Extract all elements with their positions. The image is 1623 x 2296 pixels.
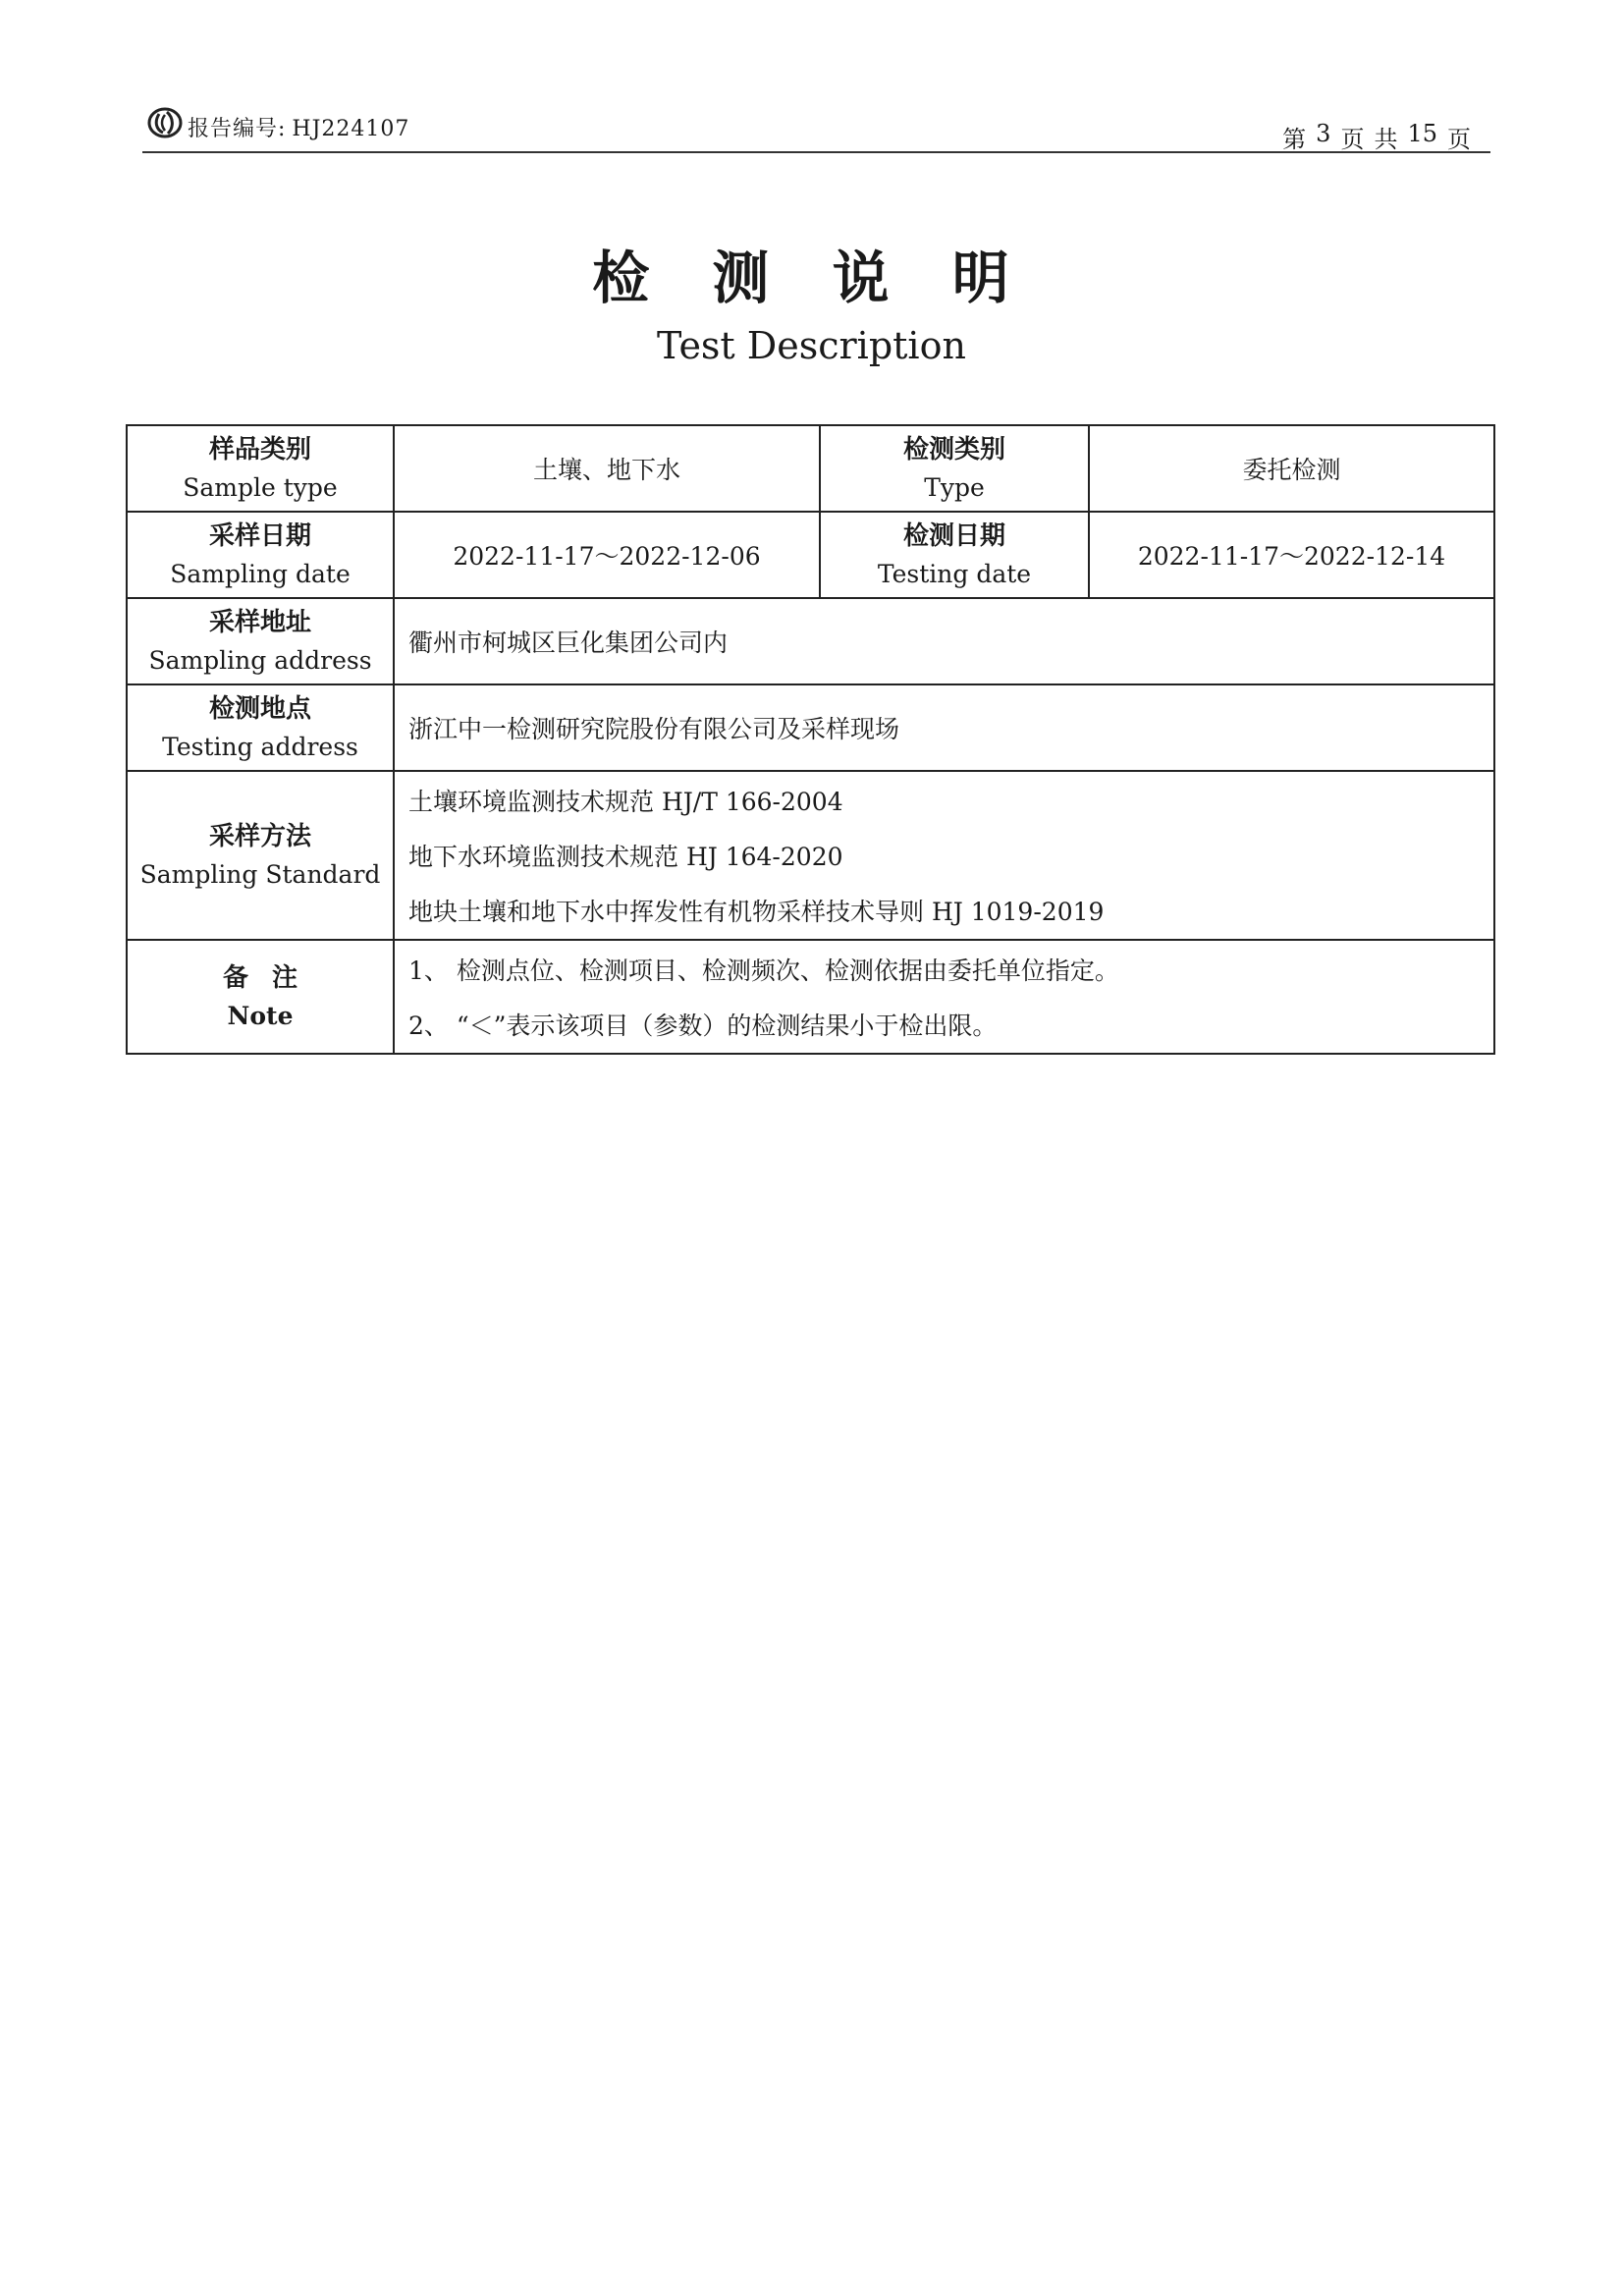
page-unit: 页	[1340, 126, 1365, 153]
testing-date-value: 2022-11-17～2022-12-14	[1089, 512, 1494, 598]
document-title-en: Test Description	[657, 324, 966, 367]
label-en: Note	[227, 1001, 294, 1030]
label-cn: 采样日期	[208, 520, 311, 551]
page-header	[142, 102, 1490, 153]
table-row	[127, 940, 1494, 1054]
table-row	[127, 598, 1494, 684]
label-cn: 备注	[222, 962, 321, 993]
label-cn: 采样方法	[208, 821, 311, 851]
page-total-unit: 页	[1447, 126, 1471, 153]
label-en: Sampling date	[170, 559, 351, 588]
standard-line: 地下水环境监测技术规范 HJ 164-2020	[408, 843, 843, 871]
table-row	[127, 512, 1494, 598]
label-en: Testing date	[877, 559, 1032, 588]
label-en: Sample type	[183, 472, 338, 502]
report-label-text: 报告编号:	[188, 117, 287, 141]
type-value: 委托检测	[1089, 425, 1494, 512]
sampling-date-value: 2022-11-17～2022-12-06	[394, 512, 820, 598]
sampling-standard-value	[394, 771, 1494, 940]
label-cn: 检测地点	[208, 693, 311, 724]
report-number-label	[188, 112, 409, 142]
label-en: Sampling address	[148, 645, 372, 675]
table-row	[127, 771, 1494, 940]
table-row	[127, 425, 1494, 512]
sampling-address-label	[127, 598, 394, 684]
testing-address-value: 浙江中一检测研究院股份有限公司及采样现场	[394, 684, 1494, 771]
page-prefix: 第	[1282, 126, 1307, 153]
sampling-address-value: 衢州市柯城区巨化集团公司内	[394, 598, 1494, 684]
testing-address-label	[127, 684, 394, 771]
note-line: 2、 “＜”表示该项目（参数）的检测结果小于检出限。	[408, 1011, 998, 1040]
company-logo-icon	[146, 106, 184, 139]
note-value	[394, 940, 1494, 1054]
test-description-table	[126, 424, 1495, 1055]
label-en: Sampling Standard	[139, 859, 381, 889]
page-total: 15	[1407, 120, 1437, 147]
label-cn: 检测日期	[902, 520, 1005, 551]
document-title-cn: 检 测 说 明	[592, 245, 1031, 311]
table-row	[127, 684, 1494, 771]
label-cn: 采样地址	[208, 607, 311, 637]
sample-type-label	[127, 425, 394, 512]
note-label	[127, 940, 394, 1054]
page-number	[1282, 120, 1471, 154]
label-cn: 检测类别	[902, 434, 1005, 465]
label-en: Type	[924, 472, 985, 502]
sampling-date-label	[127, 512, 394, 598]
report-number: HJ224107	[292, 117, 410, 141]
page-current: 3	[1316, 120, 1331, 147]
label-en: Testing address	[162, 732, 358, 761]
sample-type-value: 土壤、地下水	[394, 425, 820, 512]
label-cn: 样品类别	[208, 434, 311, 465]
note-line: 1、 检测点位、检测项目、检测频次、检测依据由委托单位指定。	[408, 957, 1119, 985]
standard-line: 地块土壤和地下水中挥发性有机物采样技术导则 HJ 1019-2019	[408, 898, 1105, 926]
testing-date-label	[820, 512, 1089, 598]
type-label	[820, 425, 1089, 512]
page-total-prefix: 共	[1374, 126, 1398, 153]
standard-line: 土壤环境监测技术规范 HJ/T 166-2004	[408, 788, 843, 816]
sampling-standard-label	[127, 771, 394, 940]
